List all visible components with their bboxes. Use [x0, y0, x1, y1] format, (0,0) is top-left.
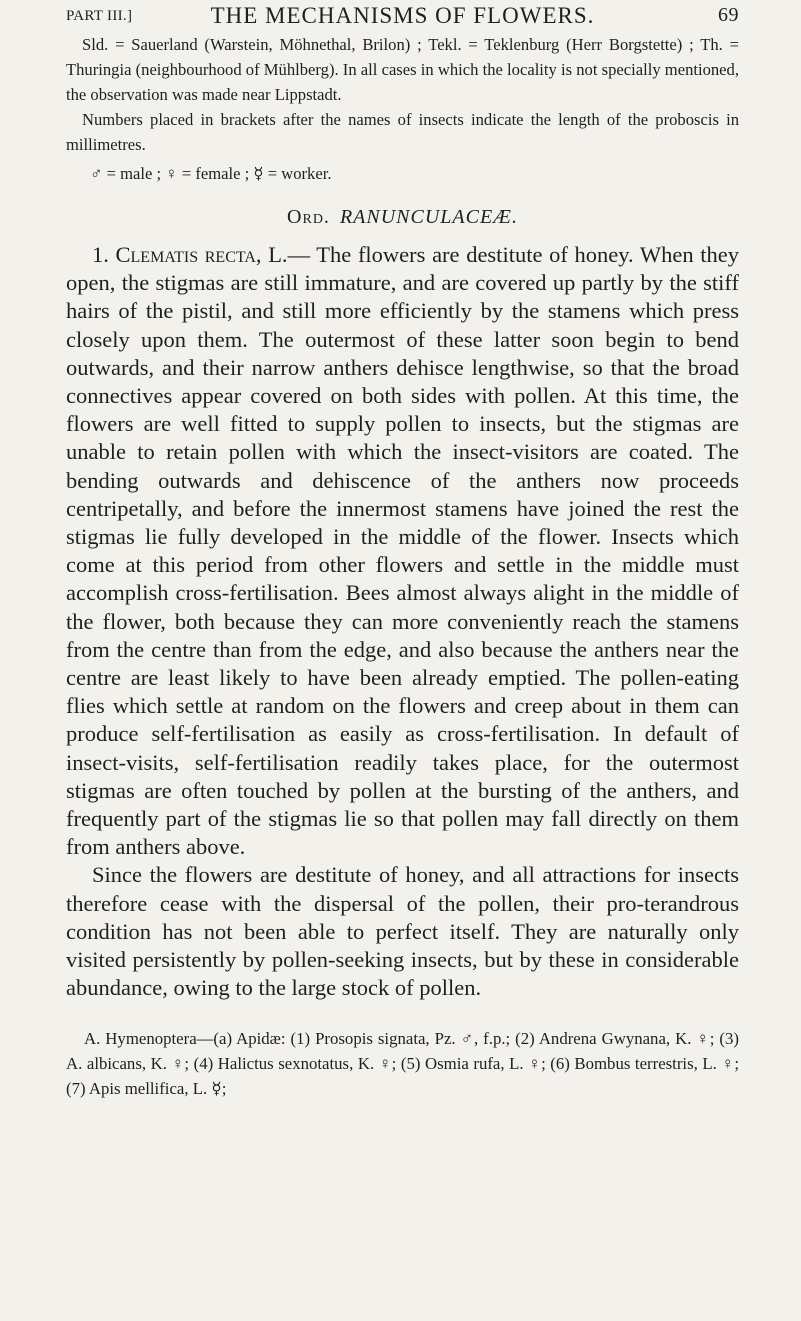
- entry-paragraph: [66, 241, 739, 861]
- insect-visitors-list: [66, 1026, 739, 1101]
- species-name: Clematis recta, L.: [115, 242, 288, 267]
- proboscis-note: Numbers placed in brackets after the names of insects indicate the length of the proboscis in millimetres.: [66, 110, 739, 154]
- main-text: [66, 241, 739, 1002]
- entry-number: 1.: [92, 242, 109, 267]
- order-name: RANUNCULACEÆ.: [339, 206, 518, 228]
- running-header: [66, 2, 739, 32]
- visitors-text: A. Hymenoptera—(a) Apidæ: (1) Prosopis signata, Pz. ♂, f.p.; (2) Andrena Gwynana, K. ♀; (3) A. albicans, K. ♀; (4) Halictus sexnotatus, K. ♀; (5) Osmia rufa, L. ♀; (6) Bombus terrestris, L. ♀; (7) Apis mellifica, L. ☿;: [66, 1029, 739, 1099]
- running-title: THE MECHANISMS OF FLOWERS.: [210, 3, 595, 28]
- page-number: 69: [718, 4, 739, 26]
- book-page: [0, 2, 801, 1321]
- locality-abbreviations: Sld. = Sauerland (Warstein, Möhnethal, Brilon) ; Tekl. = Teklenburg (Herr Borgstette) ; Th. = Thuringia (neighbourhood of Mühlberg). In all cases in which the locality is not specially mentioned, the observation was made near Lippstadt.: [66, 35, 739, 104]
- order-heading: [66, 206, 739, 229]
- order-label: Ord.: [287, 206, 330, 228]
- honey-paragraph: Since the flowers are destitute of honey, and all attractions for insects therefore cease with the dispersal of the pollen, their pro-terandrous condition has not been able to perfect itself. They are naturally only visited persistently by pollen-seeking insects, but by these in considerable abundance, owing to the large stock of pollen.: [66, 862, 739, 1001]
- sex-symbol-legend: ♂ = male ; ♀ = female ; ☿ = worker.: [90, 164, 332, 183]
- entry-text: — The flowers are destitute of honey. When they open, the stigmas are still immature, and are covered up partly by the stiff hairs of the pistil, and still more efficiently by the stamens which press closely upon them. The outermost of these latter soon begin to bend outwards, and their narrow anthers dehisce lengthwise, so that the broad connectives appear covered on both sides with pollen. At this time, the flowers are well fitted to supply pollen to insects, but the stigmas are unable to retain pollen with which the insect-visitors are coated. The bending outwards and dehiscence of the anthers now proceeds centripetally, and before the innermost stamens have joined the rest the stigmas lie fully developed in the middle of the flower. Insects which come at this period from other flowers and settle in the middle must accomplish cross-fertilisation. Bees almost always alight in the middle of the flower, both because they can more conveniently reach the stamens from the centre than from the edge, and also because the anthers near the centre are least likely to have been already emptied. The pollen-eating flies which settle at random on the flowers and creep about in them can produce self-fertilisation as easily as cross-fertilisation. In default of insect-visits, self-fertilisation readily takes place, for the outermost stigmas are often touched by pollen at the bursting of the anthers, and frequently part of the stigmas lie so that pollen may fall directly on them from anthers above.: [66, 242, 739, 860]
- part-label: PART III.]: [66, 8, 133, 24]
- abbreviations-block: [66, 32, 739, 186]
